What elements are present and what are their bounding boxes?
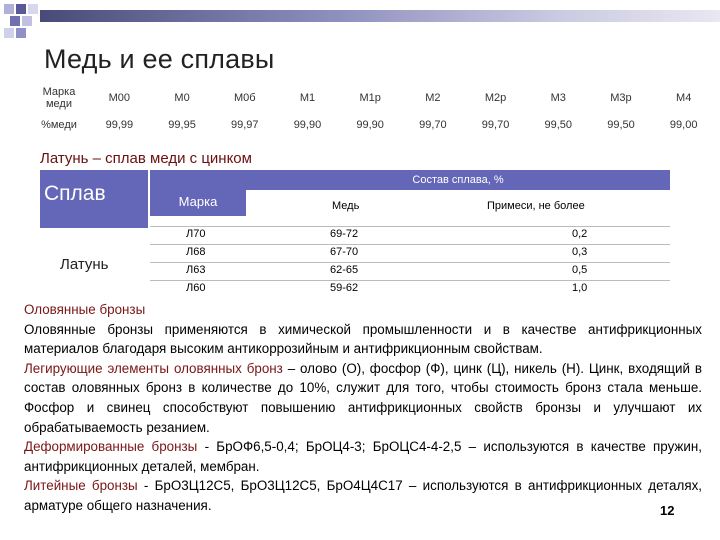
percent-cell: 99,95 — [168, 119, 196, 131]
grade-cell: М0б — [233, 92, 256, 104]
table-row — [150, 244, 670, 262]
impurities-cell: 0,5 — [572, 264, 588, 276]
grade-cell: М2 — [425, 92, 441, 104]
page-number: 12 — [660, 503, 675, 518]
wrought-text: - БрОФ6,5-0,4; БрОЦ4-3; БрОЦС4-4-2,5 – используются в качестве пружин, антифрикционных деталей, мембран. — [24, 439, 702, 474]
mark-cell: Л63 — [186, 264, 206, 276]
grade-cell: М0 — [174, 92, 190, 104]
bronze-heading: Оловянные бронзы — [24, 302, 146, 317]
brass-table — [40, 170, 680, 298]
brass-heading: Латунь – сплав меди с цинком — [40, 150, 252, 167]
percent-cell: 99,70 — [419, 119, 447, 131]
percent-cell: 99,00 — [669, 119, 698, 131]
alloying-paragraph — [24, 359, 702, 437]
grade-cell: М00 — [108, 92, 131, 104]
cast-paragraph — [24, 476, 702, 515]
mark-cell: Л70 — [186, 228, 206, 240]
percent-cell: 99,70 — [481, 119, 510, 131]
alloying-lead: Легирующие элементы оловянных бронз — [24, 360, 283, 376]
wrought-lead: Деформированные бронзы — [24, 439, 198, 455]
mark-column-header: Марка — [150, 170, 246, 216]
impurities-column-header: Примеси, не более — [487, 200, 585, 212]
grade-row-label: Марка меди — [42, 86, 76, 110]
percent-row-label: %меди — [41, 119, 77, 131]
wrought-paragraph — [24, 437, 702, 476]
grade-cell: М2р — [484, 92, 507, 104]
percent-cell: 99,99 — [105, 119, 134, 131]
copper-grades-table — [30, 84, 715, 136]
bronze-paragraph: Оловянные бронзы применяются в химической промышленности и в качестве антифрикционных материалов благодаря высоким антикоррозийным и антифрикционным свойствам. — [24, 321, 702, 357]
grade-cell: М4 — [676, 92, 692, 104]
cast-text: - БрО3Ц12С5, БрО3Ц12С5, БрО4Ц4С17 – используются в антифрикционных деталях, арматуре общего назначения. — [24, 478, 702, 513]
copper-cell: 69-72 — [330, 228, 359, 240]
grade-cell: М3р — [610, 92, 632, 104]
header-bar — [40, 10, 720, 22]
alloy-name: Латунь — [60, 256, 109, 273]
copper-cell: 59-62 — [330, 282, 359, 294]
mark-cell: Л60 — [186, 282, 206, 294]
copper-cell: 62-65 — [330, 264, 359, 276]
grade-cell: М1р — [359, 92, 381, 104]
alloying-text: – олово (О), фосфор (Ф), цинк (Ц), никель (Н). Цинк, входящий в состав оловянных бронз в количестве до 10%, служит для того, чтобы стоимость бронз стала меньше. Фосфор и свинец способствуют повышению антифрикционных свойств бронзы и улучшают их обрабатываемость резанием. — [24, 360, 702, 435]
cast-lead: Литейные бронзы — [24, 478, 138, 494]
impurities-cell: 0,2 — [572, 228, 588, 240]
grade-cell: М3 — [550, 92, 566, 104]
percent-cell: 99,90 — [356, 119, 384, 131]
table-row — [150, 262, 670, 280]
percent-cell: 99,90 — [293, 119, 322, 131]
copper-cell: 67-70 — [330, 246, 359, 258]
page-title: Медь и ее сплавы — [44, 44, 275, 74]
percent-cell: 99,50 — [544, 119, 573, 131]
impurities-cell: 1,0 — [572, 282, 588, 294]
impurities-cell: 0,3 — [572, 246, 588, 258]
table-row — [150, 226, 670, 244]
percent-cell: 99,50 — [607, 119, 635, 131]
alloy-column-header: Сплав — [40, 170, 148, 228]
percent-cell: 99,97 — [230, 119, 259, 131]
grade-cell: М1 — [299, 92, 316, 104]
composition-header: Состав сплава, % — [246, 170, 670, 190]
mark-cell: Л68 — [186, 246, 206, 258]
copper-column-header: Медь — [332, 200, 360, 212]
table-row — [150, 280, 670, 298]
bronze-section — [24, 300, 702, 516]
